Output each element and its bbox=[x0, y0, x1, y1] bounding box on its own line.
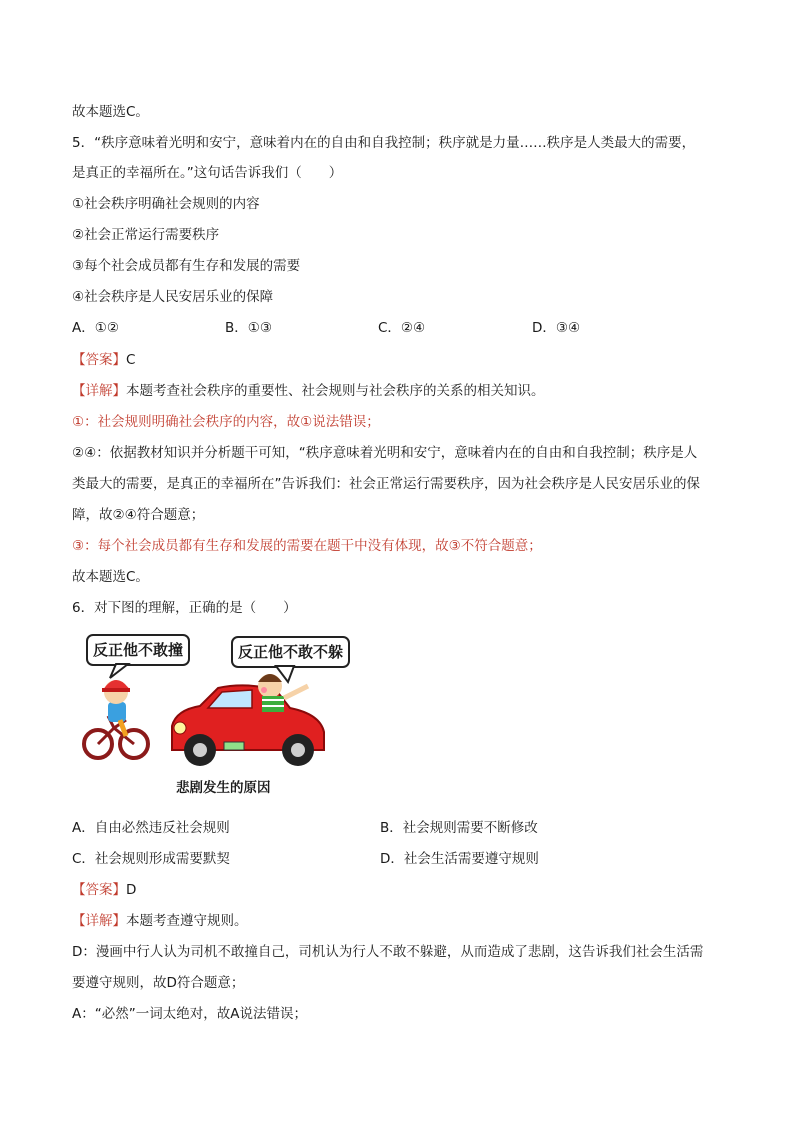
q5-stem-line-2: 是真正的幸福所在。”这句话告诉我们（ ） bbox=[72, 165, 343, 181]
bubble-tail-left bbox=[110, 664, 128, 678]
cyclist-icon bbox=[84, 680, 148, 758]
detail-label: 【详解】 bbox=[72, 913, 126, 929]
q5-detail-line bbox=[72, 381, 722, 401]
q6-detail-1-line-1: D：漫画中行人认为司机不敢撞自己，司机认为行人不敢不躲避，从而造成了悲剧，这告诉我们社会生活需 bbox=[72, 944, 704, 960]
answer-label: 【答案】 bbox=[72, 352, 126, 368]
q5-detail-2-line-1: ②④：依据教材知识并分析题干可知，“秩序意味着光明和安宁，意味着内在的自由和自我控制；秩序是人 bbox=[72, 445, 698, 461]
q6-option-b: B．社会规则需要不断修改 bbox=[380, 820, 538, 836]
q5-option-a: A．①② bbox=[72, 320, 119, 336]
q5-statement-1: ①社会秩序明确社会规则的内容 bbox=[72, 196, 260, 212]
q5-detail-1: ①：社会规则明确社会秩序的内容，故①说法错误； bbox=[72, 414, 380, 430]
speech-bubble-driver: 反正他不敢不躲 bbox=[231, 636, 350, 668]
conclusion-line: 故本题选C。 bbox=[72, 104, 149, 120]
q5-statement-2: ②社会正常运行需要秩序 bbox=[72, 227, 220, 243]
answer-label: 【答案】 bbox=[72, 882, 126, 898]
q5-detail-intro: 本题考查社会秩序的重要性、社会规则与社会秩序的关系的相关知识。 bbox=[126, 383, 545, 399]
q5-option-b: B．①③ bbox=[225, 320, 272, 336]
q6-option-c: C．社会规则形成需要默契 bbox=[72, 851, 230, 867]
cartoon-drawing bbox=[76, 632, 366, 772]
q6-cartoon bbox=[76, 632, 366, 808]
q5-stem-line-1: 5．“秩序意味着光明和安宁，意味着内在的自由和自我控制；秩序就是力量……秩序是人类最大的需要， bbox=[72, 135, 696, 151]
speech-bubble-cyclist: 反正他不敢撞 bbox=[86, 634, 190, 666]
q6-detail-intro: 本题考查遵守规则。 bbox=[126, 913, 248, 929]
q5-statement-4: ④社会秩序是人民安居乐业的保障 bbox=[72, 289, 274, 305]
q5-detail-2-line-2: 类最大的需要，是真正的幸福所在”告诉我们：社会正常运行需要秩序，因为社会秩序是人民安居乐业的保 bbox=[72, 476, 700, 492]
detail-label: 【详解】 bbox=[72, 383, 126, 399]
q6-option-a: A．自由必然违反社会规则 bbox=[72, 820, 230, 836]
q6-detail-1-line-2: 要遵守规则，故D符合题意； bbox=[72, 975, 245, 991]
q6-option-d: D．社会生活需要遵守规则 bbox=[380, 851, 539, 867]
cartoon-caption: 悲剧发生的原因 bbox=[176, 780, 271, 796]
q5-detail-2-line-3: 障，故②④符合题意； bbox=[72, 507, 205, 523]
q5-conclusion: 故本题选C。 bbox=[72, 569, 149, 585]
q5-option-c: C．②④ bbox=[378, 320, 426, 336]
q5-statement-3: ③每个社会成员都有生存和发展的需要 bbox=[72, 258, 301, 274]
car-icon bbox=[172, 674, 324, 766]
q6-answer-value: D bbox=[126, 882, 137, 898]
q6-stem: 6．对下图的理解，正确的是（ ） bbox=[72, 600, 297, 616]
q5-answer-line bbox=[72, 350, 722, 370]
q6-detail-line bbox=[72, 911, 722, 931]
q5-detail-3: ③：每个社会成员都有生存和发展的需要在题干中没有体现，故③不符合题意； bbox=[72, 538, 542, 554]
q6-detail-2: A：“必然”一词太绝对，故A说法错误； bbox=[72, 1006, 307, 1022]
q5-option-d: D．③④ bbox=[532, 320, 581, 336]
q5-answer-value: C bbox=[126, 352, 136, 368]
q6-answer-line bbox=[72, 880, 722, 900]
